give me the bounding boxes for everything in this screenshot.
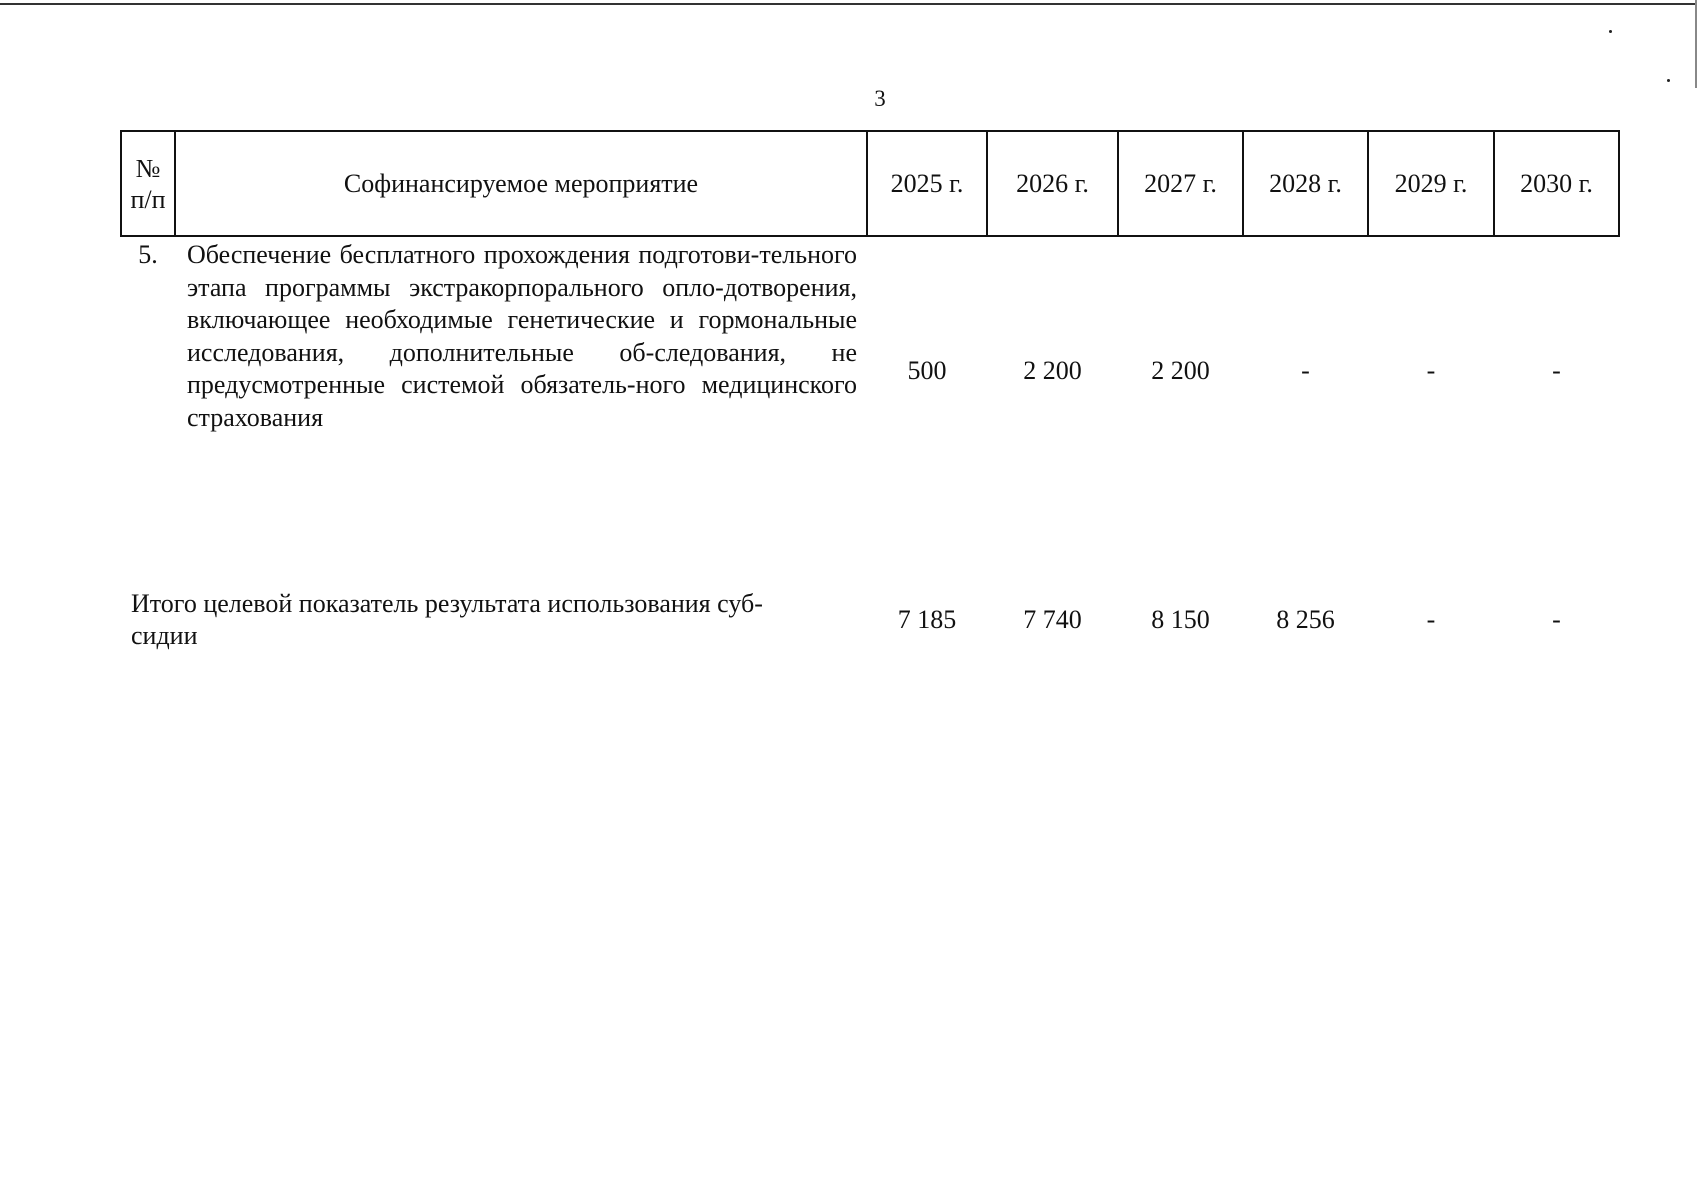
header-year-2026: 2026 г. <box>987 131 1118 236</box>
total-value-2029: - <box>1426 605 1436 634</box>
header-num: № п/п <box>121 131 175 236</box>
header-row <box>121 131 1619 236</box>
row-value-2028: - <box>1301 356 1310 385</box>
total-value-2030: - <box>1552 605 1561 634</box>
total-value-2028: 8 256 <box>1276 605 1335 634</box>
header-year-2029: 2029 г. <box>1368 131 1494 236</box>
page-number: 3 <box>874 86 886 111</box>
header-year-2025: 2025 г. <box>867 131 987 236</box>
header-year-2028: 2028 г. <box>1243 131 1368 236</box>
total-value-2025: 7 185 <box>897 605 957 634</box>
top-rule <box>0 3 1697 5</box>
scan-speck <box>1667 79 1670 82</box>
cofinancing-table <box>120 130 1620 661</box>
row-value-2029: - <box>1426 356 1436 385</box>
total-label: Итого целевой показатель результата использования суб-сидии <box>131 588 763 650</box>
row-event: Обеспечение бесплатного прохождения подготови-тельного этапа программы экстракорпорального опло-дотворения, включающее необходимые генетические и гормональные исследования, дополнительные об-следования, не предусмотренные системой обязатель-ного медицинского страхования <box>187 240 857 432</box>
row-num: 5. <box>138 240 158 269</box>
total-value-2026: 7 740 <box>1023 605 1082 634</box>
row-value-2027: 2 200 <box>1151 356 1210 385</box>
row-value-2030: - <box>1552 356 1561 385</box>
scan-speck <box>1609 30 1612 33</box>
header-event: Софинансируемое мероприятие <box>175 131 867 236</box>
row-value-2025: 500 <box>907 356 947 385</box>
row-value-2026: 2 200 <box>1023 356 1082 385</box>
total-value-2027: 8 150 <box>1151 605 1210 634</box>
total-row <box>121 579 1619 661</box>
table-row <box>121 236 1619 579</box>
header-year-2030: 2030 г. <box>1494 131 1619 236</box>
header-year-2027: 2027 г. <box>1118 131 1243 236</box>
